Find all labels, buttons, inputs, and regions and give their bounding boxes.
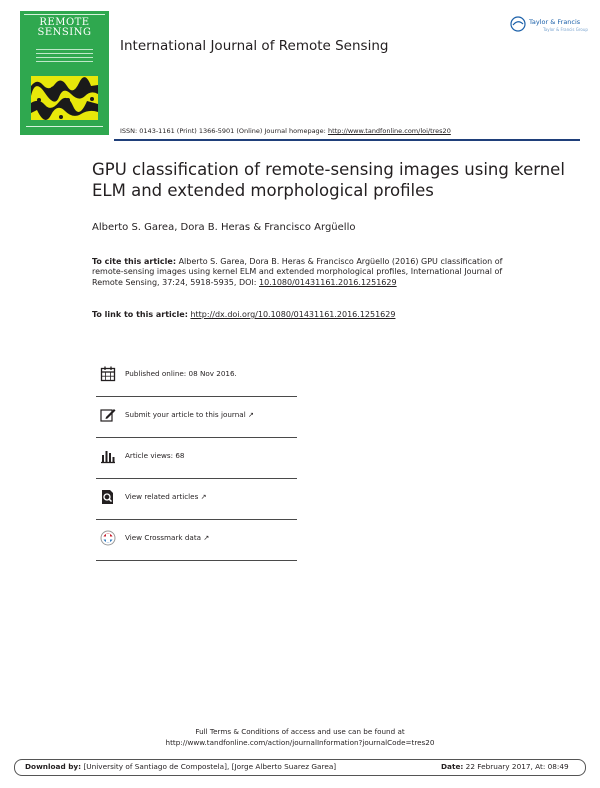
- related-articles-label: View related articles: [125, 492, 199, 501]
- download-by-label: Download by:: [25, 762, 82, 771]
- download-date-label: Date:: [441, 762, 464, 771]
- cover-text-lines: [36, 46, 93, 65]
- download-date-value: 22 February 2017, At: 08:49: [465, 762, 569, 771]
- download-by-value: [University of Santiago de Compostela], [Jorge Alberto Suarez Garea]: [83, 762, 337, 771]
- download-info-bar: [14, 759, 586, 776]
- article-authors: Alberto S. Garea, Dora B. Heras & Francisco Argüello: [92, 222, 356, 233]
- related-articles-row[interactable]: [96, 478, 297, 520]
- publisher-name: Taylor & Francis: [529, 18, 581, 26]
- header-rule: [114, 139, 580, 141]
- search-icon: [100, 489, 116, 505]
- article-views-row: [96, 437, 297, 479]
- cover-title-line1: REMOTE: [39, 17, 90, 28]
- submit-article-link[interactable]: [125, 410, 254, 419]
- journal-name: International Journal of Remote Sensing: [120, 38, 389, 54]
- journal-cover: [20, 11, 109, 135]
- article-doi-url[interactable]: http://dx.doi.org/10.1080/01431161.2016.1251629: [190, 310, 396, 319]
- external-link-icon: ↗: [200, 493, 207, 501]
- crossmark-row[interactable]: [96, 519, 297, 561]
- cover-title: [20, 18, 109, 37]
- cover-footer-rule: [26, 126, 103, 131]
- cover-artwork: [31, 76, 98, 120]
- download-by: [25, 762, 336, 771]
- citation-doi-link[interactable]: 10.1080/01431161.2016.1251629: [259, 277, 397, 287]
- terms-url[interactable]: http://www.tandfonline.com/action/journalInformation?journalCode=tres20: [165, 737, 435, 747]
- calendar-icon: [100, 366, 116, 382]
- external-link-icon: ↗: [203, 534, 210, 542]
- external-link-icon: ↗: [248, 411, 254, 419]
- citation-block: [92, 257, 532, 288]
- publisher-logo: [510, 15, 590, 41]
- issn-line: [120, 127, 451, 135]
- issn-text: ISSN: 0143-1161 (Print) 1366-5901 (Online) Journal homepage:: [120, 127, 326, 135]
- terms-notice: [0, 727, 600, 748]
- publisher-subtitle: Taylor & Francis Group: [543, 27, 588, 32]
- cover-artwork-pattern: [31, 76, 98, 120]
- article-views-text: Article views: 68: [125, 451, 185, 460]
- pencil-icon: [100, 407, 116, 423]
- article-title: GPU classification of remote-sensing images using kernel ELM and extended morphological profiles: [92, 160, 565, 200]
- publisher-globe-icon: [510, 16, 526, 32]
- citation-text: Alberto S. Garea, Dora B. Heras & Francisco Argüello (2016) GPU classification of remote-sensing images using kernel ELM and extended morphological profiles, International Journal of Remote Sensing, 37:24, 5918-5935, DOI:: [92, 257, 503, 287]
- terms-line-1: Full Terms & Conditions of access and use can be found at: [195, 727, 405, 736]
- journal-homepage-link[interactable]: http://www.tandfonline.com/loi/tres20: [327, 127, 451, 135]
- download-date: [441, 762, 569, 771]
- cover-title-line2: SENSING: [37, 26, 92, 38]
- crossmark-icon: [100, 530, 116, 546]
- crossmark-link[interactable]: [125, 533, 209, 542]
- published-online-text: Published online: 08 Nov 2016.: [125, 369, 237, 378]
- citation-label: To cite this article:: [92, 257, 177, 266]
- article-link-label: To link to this article:: [92, 310, 188, 319]
- submit-article-label: Submit your article to this journal: [125, 410, 246, 419]
- related-articles-link[interactable]: [125, 492, 207, 501]
- crossmark-label: View Crossmark data: [125, 533, 202, 542]
- submit-article-row[interactable]: [96, 396, 297, 438]
- article-link-line: [92, 310, 395, 319]
- bar-chart-icon: [100, 448, 116, 464]
- published-online-row: [96, 355, 297, 397]
